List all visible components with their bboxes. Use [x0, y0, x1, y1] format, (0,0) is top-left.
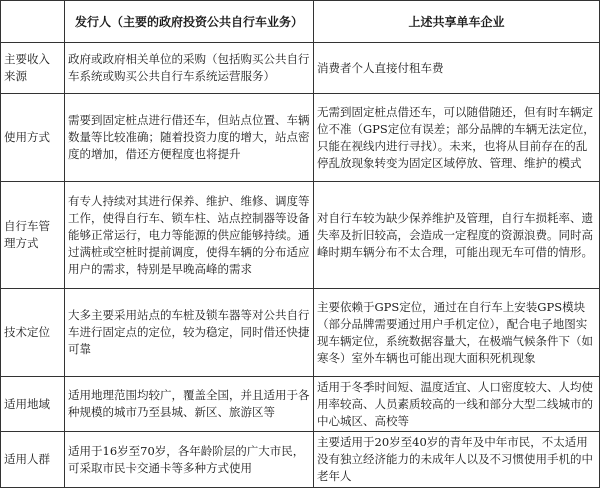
table-row [1, 432, 600, 488]
shared-cell: 主要依赖于GPS定位，通过在自行车上安装GPS模块（部分品牌需要通过用户手机定位），配合电子地图实现车辆定位，系统数据容量大，在极端气候条件下（如寒冬）室外车辆也可能出现大面积死机现象 [314, 289, 600, 377]
issuer-cell: 适用地理范围均较广，覆盖全国，并且适用于各种规模的城市乃至县城、新区、旅游区等 [65, 377, 314, 432]
table-row [1, 94, 600, 182]
issuer-cell: 有专人持续对其进行保养、维护、维修、调度等工作，使得自行车、锁车柱、站点控制器等设备能够正常运行，电力等能源的供应能够持续。通过满桩或空桩时提前调度，使得车辆的分布适应用户的需求，特别是早晚高峰的需求 [65, 182, 314, 289]
table-row [1, 289, 600, 377]
row-label: 适用地域 [1, 377, 65, 432]
header-shared-bike: 上述共享单车企业 [314, 1, 600, 43]
row-label: 主要收入来源 [1, 43, 65, 94]
table-row [1, 377, 600, 432]
row-label: 适用人群 [1, 432, 65, 488]
shared-cell: 对自行车较为缺少保养维护及管理，自行车损耗率、遗失率及折旧较高，会造成一定程度的资源浪费。同时高峰时期车辆分布不太合理，可能出现无车可借的情形。 [314, 182, 600, 289]
table-row [1, 43, 600, 94]
header-issuer: 发行人（主要的政府投资公共自行车业务） [65, 1, 314, 43]
shared-cell: 消费者个人直接付租车费 [314, 43, 600, 94]
header-corner-cell [1, 1, 65, 43]
issuer-cell: 大多主要采用站点的车桩及锁车器等对公共自行车进行固定点的定位，较为稳定，同时借还快捷可靠 [65, 289, 314, 377]
row-label: 使用方式 [1, 94, 65, 182]
issuer-cell: 适用于16岁至70岁，各年龄阶层的广大市民，可采取市民卡交通卡等多种方式使用 [65, 432, 314, 488]
issuer-cell: 需要到固定桩点进行借还车，但站点位置、车辆数量等比较准确；随着投资力度的增大，站点密度的增加，借还方便程度也将提升 [65, 94, 314, 182]
shared-cell: 主要适用于20岁至40岁的青年及中年市民，不太适用没有独立经济能力的未成年人以及不习惯使用手机的中老年人 [314, 432, 600, 488]
table-row [1, 182, 600, 289]
header-row [1, 1, 600, 43]
issuer-cell: 政府或政府相关单位的采购（包括购买公共自行车系统或购买公共自行车系统运营服务） [65, 43, 314, 94]
shared-cell: 适用于冬季时间短、温度适宜、人口密度较大、人均使用率较高、人员素质较高的一线和部分大型二线城市的中心城区、高校等 [314, 377, 600, 432]
row-label: 自行车管理方式 [1, 182, 65, 289]
row-label: 技术定位 [1, 289, 65, 377]
shared-cell: 无需到固定桩点借还车，可以随借随还，但有时车辆定位不准（GPS定位有误差；部分品牌的车辆无法定位，只能在视线内进行寻找）。未来，也将从目前存在的乱停乱放现象转变为固定区域停放、管理、维护的模式 [314, 94, 600, 182]
